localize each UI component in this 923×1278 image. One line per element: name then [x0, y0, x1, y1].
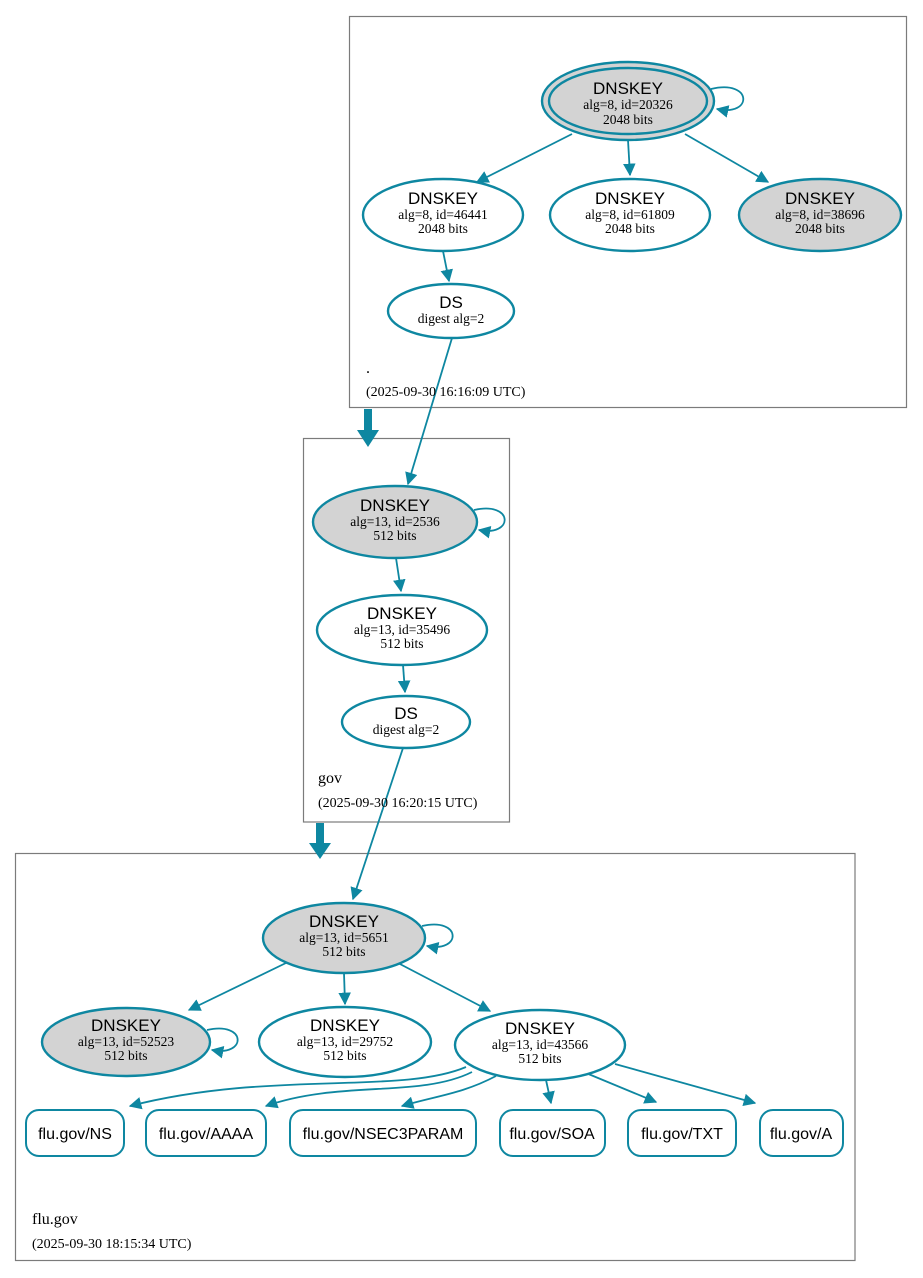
dnskey-46441-title: DNSKEY [408, 189, 478, 208]
zone-root [363, 62, 901, 400]
dnskey-52523-bits: 512 bits [104, 1048, 148, 1063]
edge-20326-to-46441 [477, 134, 572, 182]
ds-chain-gov-to-flu-gov [353, 748, 403, 899]
ds-chain-root-to-gov [408, 338, 452, 484]
edge-2536-to-35496 [396, 558, 401, 591]
rrset-flu-gov-ns-label: flu.gov/NS [38, 1126, 112, 1143]
dnskey-43566-bits: 512 bits [518, 1051, 562, 1066]
dnskey-20326-title: DNSKEY [593, 79, 663, 98]
dnskey-52523-detail: alg=13, id=52523 [77, 1034, 175, 1049]
zone-timestamp-gov: (2025-09-30 16:20:15 UTC) [318, 796, 478, 811]
dnskey-35496-bits: 512 bits [380, 636, 424, 651]
edge-43566-to-a [615, 1064, 755, 1103]
dnskey-61809-title: DNSKEY [595, 189, 665, 208]
edge-20326-to-38696 [685, 134, 768, 182]
zone-gov [313, 486, 487, 811]
dnskey-5651-detail: alg=13, id=5651 [299, 930, 389, 945]
dnskey-35496-title: DNSKEY [367, 604, 437, 623]
zone-label-gov: gov [318, 770, 342, 787]
rrset-flu-gov-txt-label: flu.gov/TXT [641, 1126, 723, 1143]
zone-root-edges [357, 87, 768, 484]
zone-timestamp-flu-gov: (2025-09-30 18:15:34 UTC) [32, 1237, 192, 1252]
dnskey-35496-detail: alg=13, id=35496 [353, 622, 451, 637]
edge-ksk-5651-self-sign [422, 925, 453, 947]
edge-43566-to-txt [586, 1073, 656, 1102]
dnskey-43566-title: DNSKEY [505, 1019, 575, 1038]
dnskey-29752-title: DNSKEY [310, 1016, 380, 1035]
edge-5651-to-43566 [398, 963, 490, 1011]
dnskey-29752-detail: alg=13, id=29752 [296, 1034, 394, 1049]
dnskey-20326-detail: alg=8, id=20326 [583, 97, 673, 112]
ds-gov-detail: digest alg=2 [372, 722, 440, 737]
edge-43566-to-soa [546, 1080, 551, 1103]
dnskey-2536-title: DNSKEY [360, 496, 430, 515]
ds-root-title: DS [439, 293, 463, 312]
edge-20326-to-61809 [628, 140, 630, 175]
zone-flu-gov [26, 903, 843, 1252]
edge-35496-to-ds [403, 665, 405, 692]
zone-label-root: . [366, 360, 370, 377]
ds-gov-title: DS [394, 704, 418, 723]
rrset-flu-gov-a-label: flu.gov/A [769, 1126, 833, 1143]
rrset-flu-gov-nsec3param-label: flu.gov/NSEC3PARAM [302, 1126, 464, 1143]
rrset-flu-gov-soa-label: flu.gov/SOA [509, 1126, 595, 1143]
dnskey-46441-bits: 2048 bits [418, 221, 468, 236]
dnskey-61809-detail: alg=8, id=61809 [585, 207, 675, 222]
dnskey-43566-detail: alg=13, id=43566 [491, 1037, 589, 1052]
dnskey-2536-detail: alg=13, id=2536 [350, 514, 440, 529]
delegation-arrow-gov-flu-head [309, 843, 331, 859]
zone-flu-gov-edges [130, 925, 755, 1106]
dnskey-29752-bits: 512 bits [323, 1048, 367, 1063]
edge-43566-to-aaaa [266, 1072, 472, 1106]
dnskey-38696-title: DNSKEY [785, 189, 855, 208]
dnskey-5651-bits: 512 bits [322, 944, 366, 959]
edge-5651-to-29752 [344, 973, 345, 1004]
edge-ksk-20326-self-sign [711, 87, 743, 110]
rrset-flu-gov-aaaa-label: flu.gov/AAAA [158, 1126, 254, 1143]
dnskey-46441-detail: alg=8, id=46441 [398, 207, 488, 222]
edge-ksk-2536-self-sign [474, 509, 505, 531]
dnskey-38696-detail: alg=8, id=38696 [775, 207, 865, 222]
edge-52523-self-sign [207, 1029, 238, 1051]
dnskey-38696-bits: 2048 bits [795, 221, 845, 236]
dnskey-2536-bits: 512 bits [373, 528, 417, 543]
edge-5651-to-52523 [189, 962, 288, 1010]
dnskey-61809-bits: 2048 bits [605, 221, 655, 236]
dnskey-52523-title: DNSKEY [91, 1016, 161, 1035]
ds-root-detail: digest alg=2 [417, 311, 485, 326]
dnskey-5651-title: DNSKEY [309, 912, 379, 931]
edge-46441-to-ds [443, 251, 449, 281]
zone-label-flu-gov: flu.gov [32, 1211, 78, 1228]
zone-timestamp-root: (2025-09-30 16:16:09 UTC) [366, 385, 526, 400]
dnskey-20326-bits: 2048 bits [603, 112, 653, 127]
